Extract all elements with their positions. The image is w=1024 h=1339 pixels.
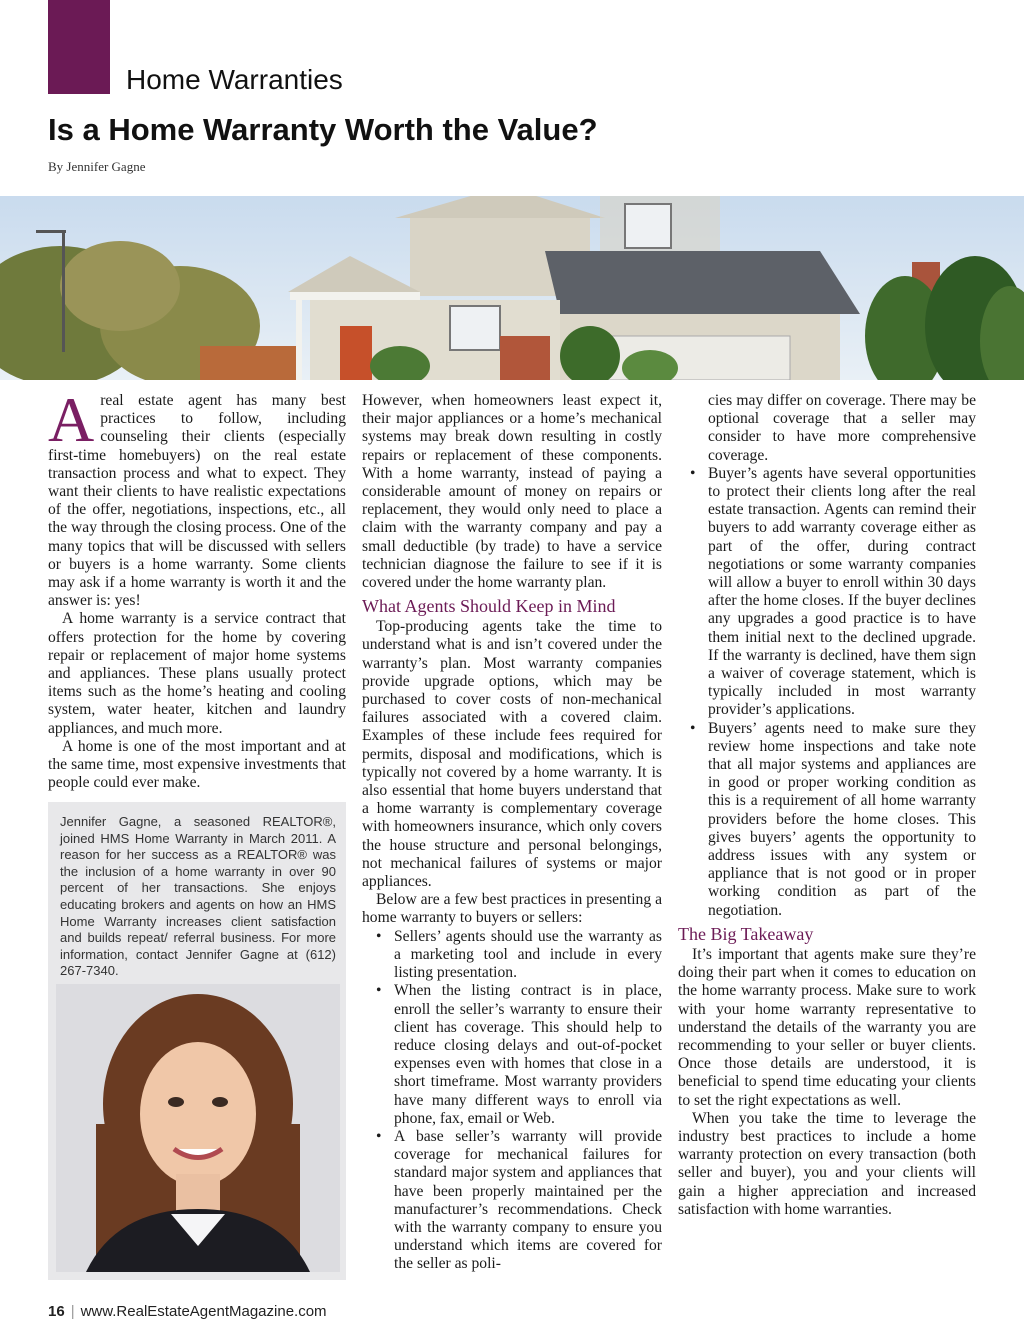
author-photo xyxy=(56,984,340,1272)
list-item: • A base seller’s warranty will provide coverage for mechanical failures for standard major system and appliances that have been properly maintained per the manufacturer’s recommendations. Check with the warranty company to ensure you understand which items are covered for the seller as poli- xyxy=(394,1128,662,1274)
author-bio-text: Jennifer Gagne, a seasoned REALTOR®, joined HMS Home Warranty in March 2011. A reason for her success as a REALTOR® was the inclusion of a home warranty in over 90 percent of her transactions. She enjoys educating brokers and agents on how an HMS Home Warranty increases client satisfaction and builds repeat/ referral business. For more information, contact Jennifer Gagne at (612) 267-7340. xyxy=(60,814,336,979)
subheading: The Big Takeaway xyxy=(678,923,814,944)
list-item: • Sellers’ agents should use the warranty as a marketing tool and include in every listing presentation. xyxy=(394,928,662,983)
page-number: 16 xyxy=(48,1303,65,1320)
author-portrait xyxy=(56,984,340,1272)
list-item: • When the listing contract is in place, enroll the seller’s warranty to ensure their client has coverage. This should help to reduce closing delays and out-of-pocket expenses even with homes that close in a short timeframe. Most warranty providers have many different ways to enroll via phone, fax, email or Web. xyxy=(394,982,662,1128)
author-bio-box xyxy=(48,802,346,1280)
drop-cap: A xyxy=(48,384,95,455)
list-item: • Buyers’ agents need to make sure they review home inspections and take note that all major systems and appliances are in good or proper working condition as this is a requirement of all home warranty providers before the home closes. This gives buyers’ agents the opportunity to address issues with any system or appliance that is not good or in proper working condition as part of the negotiation. xyxy=(708,720,976,920)
body-paragraph: However, when homeowners least expect it, their major appliances or a home’s mechanical systems may break down resulting in costly repairs or replacement of these components. With a home warranty, instead of paying a considerable amount of money on repairs or replacement, they would only need to place a claim with the warranty company and pay a small deductible (by trade) to have a service technician diagnose the failure to see if it is covered under the home warranty plan. xyxy=(362,392,662,592)
intro-paragraph: real estate agent has many best practices to follow, including counseling their clients (especially first-time homebuyers) on the real estate transaction process and what to expect. They want their clients to have realistic expectations of the offer, negotiations, inspections, etc., all the way through the closing process. One of the many topics that will be discussed with sellers or buyers is a home warranty. Some clients may ask if a home warranty is worth it and the answer is: yes! xyxy=(48,392,346,610)
body-paragraph: A home is one of the most important and at the same time, most expensive investments that people could ever make. xyxy=(48,737,346,792)
best-practices-list-continued xyxy=(678,392,976,465)
list-item-continued xyxy=(708,392,976,465)
section-title: Home Warranties xyxy=(126,64,343,95)
article-column-1 xyxy=(48,384,346,792)
hero-house-image xyxy=(0,196,1024,380)
buyers-agent-list xyxy=(678,465,976,920)
subheading: What Agents Should Keep in Mind xyxy=(362,596,616,617)
list-item: • Buyer’s agents have several opportunities to protect their clients long after the real estate transaction. Agents can remind their buyers to add warranty coverage either as part of the offer, during contract negotiations or some warranty companies will allow a buyer to enroll within 30 days after the home closes. If the buyer declines any upgrades a good practice is to have them initial next to the declined upgrade. If the warranty is declined, have them sign a waiver of coverage statement, which is typically included in most warranty provider’s applications. xyxy=(708,465,976,720)
body-paragraph: It’s important that agents make sure they’re doing their part when it comes to education on the home warranty process. Make sure to work with your home warranty representative to understand the details of the warranty you are recommending to your seller or buyer clients. Once those details are understood, it is beneficial to spend time educating your clients to set the right expectations as well. xyxy=(678,945,976,1109)
article-column-3 xyxy=(678,392,976,1219)
footer-url: www.RealEstateAgentMagazine.com xyxy=(80,1303,327,1320)
body-paragraph: Top-producing agents take the time to understand what is and isn’t covered under the warranty’s plan. Most warranty companies provide upgrade options, which may be purchased to cover costs of non-mechanical failures associated with a covered claim. Examples of these include fees required for permits, disposal and modifications, which is typically not covered by a home warranty. It is also essential that home buyers understand that a home warranty is complementary coverage with homeowners insurance, which only covers the house structure and personal belongings, not mechanical failures of systems or major appliances. xyxy=(362,618,662,891)
section-accent-bar xyxy=(48,0,110,94)
footer-separator: | xyxy=(70,1303,75,1320)
article-headline: Is a Home Warranty Worth the Value? xyxy=(48,112,598,147)
house-illustration xyxy=(0,196,1024,380)
body-paragraph: When you take the time to leverage the industry best practices to include a home warranty protection on every transaction (both seller and buyer), you and your clients will gain a higher appreciation and increased satisfaction with home warranties. xyxy=(678,1109,976,1218)
list-item-continued-text: cies may differ on coverage. There may be optional coverage that a seller may consider to have more comprehensive coverage. xyxy=(708,392,976,464)
article-column-2 xyxy=(362,392,662,1274)
page-footer xyxy=(48,1303,327,1320)
best-practices-list xyxy=(362,928,662,1274)
body-paragraph: A home warranty is a service contract that offers protection for the home by covering repair or replacement of major home systems and appliances. These plans usually protect items such as the home’s heating and cooling system, water heater, kitchen and laundry appliances, and much more. xyxy=(48,610,346,737)
byline: By Jennifer Gagne xyxy=(48,159,146,174)
body-paragraph: Below are a few best practices in presenting a home warranty to buyers or sellers: xyxy=(362,891,662,927)
